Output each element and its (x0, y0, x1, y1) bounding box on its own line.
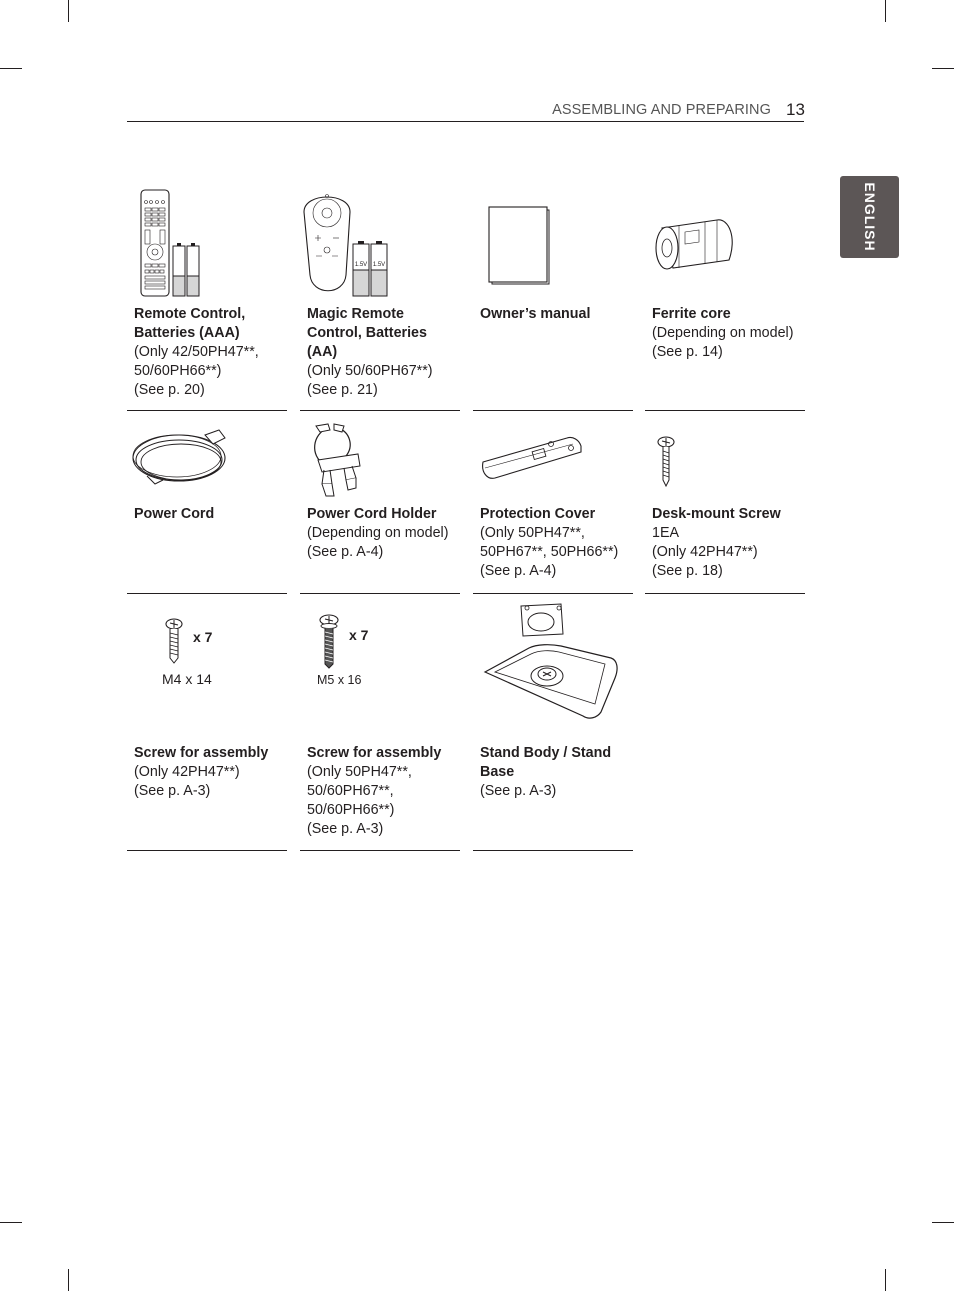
item-detail: (Only 50PH47**, (307, 764, 412, 780)
item-divider (300, 850, 460, 851)
item-detail: 50/60PH67**, (307, 783, 394, 799)
item-detail: (See p. A-3) (134, 783, 211, 799)
item-title: Magic Remote (307, 306, 404, 322)
item-caption (134, 305, 259, 400)
ferrite-core-icon (645, 180, 805, 300)
crop-mark (932, 1222, 954, 1223)
item-title: Control, Batteries (307, 325, 427, 341)
item-title: Power Cord Holder (307, 506, 437, 522)
item-divider (127, 593, 287, 594)
remote-control-icon (127, 180, 287, 300)
magic-remote-icon (300, 180, 460, 300)
battery-voltage-label: 1.5V (354, 262, 368, 268)
cord-holder-clip-icon (300, 420, 460, 500)
item-caption (307, 305, 433, 400)
aaa-battery-icon (173, 243, 199, 296)
item-detail: (See p. 20) (134, 382, 205, 398)
item-detail: (Only 42PH47**) (134, 764, 240, 780)
item-caption (134, 505, 214, 524)
header-divider (127, 121, 804, 122)
screw-icon (645, 420, 805, 500)
battery-voltage-label: 1.5V (372, 262, 386, 268)
stand-body-and-base-icon (473, 598, 633, 722)
item-caption (480, 505, 618, 581)
item-title: Desk-mount Screw (652, 506, 781, 522)
crop-mark (932, 68, 954, 69)
item-detail: (See p. 21) (307, 382, 378, 398)
item-detail: (See p. A-4) (480, 563, 557, 579)
item-divider (473, 850, 633, 851)
protection-cover-icon (473, 420, 633, 500)
item-title: Screw for assembly (307, 745, 442, 761)
item-caption (480, 744, 611, 801)
screw-size-label: M5 x 16 (317, 673, 362, 687)
item-detail: (Only 50/60PH67**) (307, 363, 433, 379)
crop-mark (0, 68, 22, 69)
language-tab-label: ENGLISH (861, 182, 878, 252)
item-detail: (Only 42/50PH47**, (134, 344, 259, 360)
item-caption (307, 505, 448, 562)
item-caption (480, 305, 590, 324)
item-divider (645, 410, 805, 411)
item-detail: (Depending on model) (652, 325, 794, 341)
item-title: Ferrite core (652, 306, 731, 322)
item-detail: 50/60PH66**) (307, 802, 395, 818)
item-detail: (See p. A-3) (307, 821, 384, 837)
crop-mark (68, 1269, 69, 1291)
crop-mark (885, 0, 886, 22)
item-title: Protection Cover (480, 506, 596, 522)
item-title: Owner’s manual (480, 306, 591, 322)
item-title: Base (480, 764, 515, 780)
item-divider (473, 593, 633, 594)
item-caption (652, 505, 781, 581)
section-title: ASSEMBLING AND PREPARING (552, 102, 771, 118)
crop-mark (885, 1269, 886, 1291)
item-detail: (See p. 18) (652, 563, 723, 579)
item-divider (645, 593, 805, 594)
item-detail: (See p. A-4) (307, 544, 384, 560)
item-divider (127, 410, 287, 411)
item-title: (AA) (307, 344, 338, 360)
crop-mark (68, 0, 69, 22)
item-title: Screw for assembly (134, 745, 269, 761)
item-detail: (Only 50PH47**, (480, 525, 585, 541)
item-caption (307, 744, 441, 839)
item-detail: 50PH67**, 50PH66**) (480, 544, 619, 560)
item-detail: (See p. 14) (652, 344, 723, 360)
aa-battery-icon (353, 241, 387, 296)
item-divider (300, 593, 460, 594)
item-divider (473, 410, 633, 411)
item-detail: 1EA (652, 525, 680, 541)
item-title: Remote Control, (134, 306, 246, 322)
item-divider (127, 850, 287, 851)
manual-booklet-icon (473, 180, 633, 300)
quantity-label: x 7 (193, 629, 213, 645)
item-title: Stand Body / Stand (480, 745, 612, 761)
power-cord-icon (127, 420, 287, 500)
quantity-label: x 7 (349, 627, 369, 643)
page-number: 13 (786, 100, 805, 119)
item-caption (652, 305, 793, 362)
item-divider (300, 410, 460, 411)
item-caption (134, 744, 268, 801)
item-detail: 50/60PH66**) (134, 363, 222, 379)
screw-size-label: M4 x 14 (162, 671, 212, 687)
crop-mark (0, 1222, 22, 1223)
item-detail: (Only 42PH47**) (652, 544, 758, 560)
item-detail: (See p. A-3) (480, 783, 557, 799)
language-tab (840, 176, 899, 258)
item-detail: (Depending on model) (307, 525, 449, 541)
item-title: Power Cord (134, 506, 215, 522)
item-title: Batteries (AAA) (134, 325, 240, 341)
